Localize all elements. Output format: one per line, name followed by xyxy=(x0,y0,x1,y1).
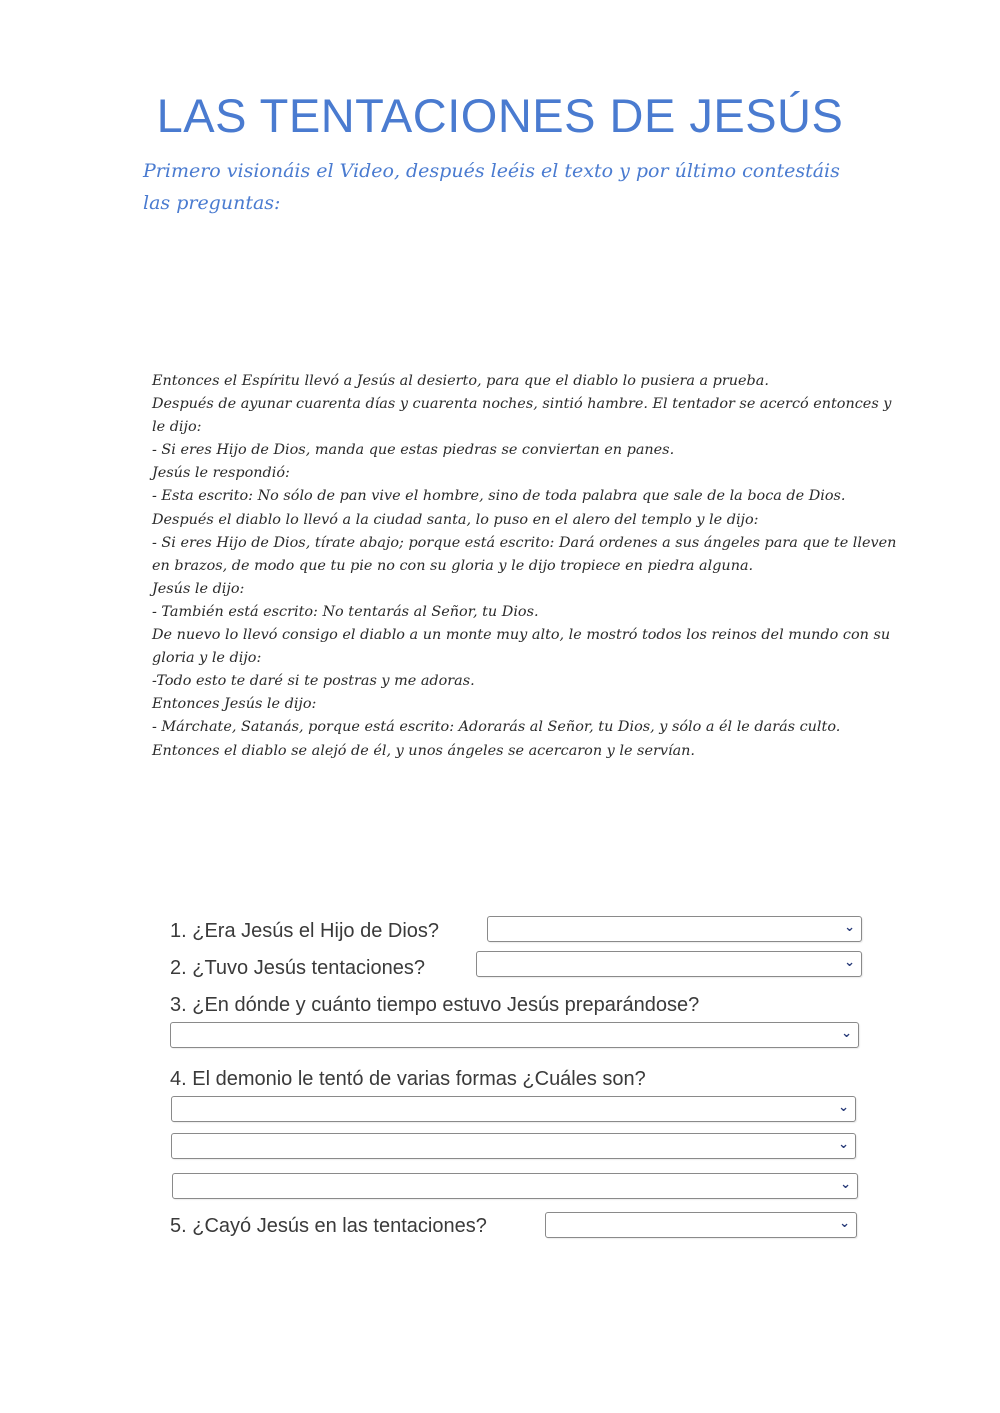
passage-line: - Si eres Hijo de Dios, manda que estas piedras se conviertan en panes. xyxy=(152,442,675,459)
reading-passage xyxy=(152,370,900,763)
passage-line: Entonces Jesús le dijo: xyxy=(152,696,317,713)
passage-line: - Márchate, Satanás, porque está escrito: Adorarás al Señor, tu Dios, y sólo a él le darás culto. xyxy=(152,719,841,736)
passage-line: Jesús le respondió: xyxy=(152,465,290,482)
page-title: LAS TENTACIONES DE JESÚS xyxy=(156,89,844,142)
answer-4c-dropdown[interactable] xyxy=(172,1173,858,1199)
passage-line: Entonces el diablo se alejó de él, y unos ángeles se acercaron y le servían. xyxy=(152,742,695,759)
chevron-down-icon: ⌄ xyxy=(840,1177,851,1192)
chevron-down-icon: ⌄ xyxy=(839,1216,850,1231)
instructions: Primero visionáis el Video, después leéis el texto y por último contestáis las preguntas: xyxy=(143,160,840,214)
answer-4b-dropdown[interactable] xyxy=(171,1133,856,1159)
passage-line: Jesús le dijo: xyxy=(152,580,245,597)
answer-5-dropdown[interactable] xyxy=(545,1212,857,1238)
chevron-down-icon: ⌄ xyxy=(838,1137,849,1152)
question-1: 1. ¿Era Jesús el Hijo de Dios? xyxy=(170,920,440,942)
question-3: 3. ¿En dónde y cuánto tiempo estuvo Jesús preparándose? xyxy=(170,994,700,1016)
answer-1-dropdown[interactable] xyxy=(487,916,862,942)
question-2: 2. ¿Tuvo Jesús tentaciones? xyxy=(170,957,425,979)
question-4: 4. El demonio le tentó de varias formas ¿Cuáles son? xyxy=(170,1068,646,1090)
passage-line: De nuevo lo llevó consigo el diablo a un monte muy alto, le mostró todos los reinos del mundo con su gloria y le dijo: xyxy=(152,627,891,667)
passage-line: - También está escrito: No tentarás al Señor, tu Dios. xyxy=(152,603,539,620)
chevron-down-icon: ⌄ xyxy=(838,1100,849,1115)
chevron-down-icon: ⌄ xyxy=(841,1026,852,1041)
question-5: 5. ¿Cayó Jesús en las tentaciones? xyxy=(170,1215,487,1237)
passage-line: Después el diablo lo llevó a la ciudad santa, lo puso en el alero del templo y le dijo: xyxy=(152,511,759,528)
passage-line: Entonces el Espíritu llevó a Jesús al desierto, para que el diablo lo pusiera a prueba. xyxy=(152,373,769,389)
answer-3-dropdown[interactable] xyxy=(170,1022,859,1048)
passage-line: Después de ayunar cuarenta días y cuarenta noches, sintió hambre. El tentador se acercó entonces y le dijo: xyxy=(152,396,892,436)
passage-line: - Si eres Hijo de Dios, tírate abajo; porque está escrito: Dará ordenes a sus ángeles para que te lleven en brazos, de modo que tu pie no con su gloria y le dijo tropiece en piedra alguna. xyxy=(152,534,897,574)
answer-4a-dropdown[interactable] xyxy=(171,1096,856,1122)
passage-line: - Esta escrito: No sólo de pan vive el hombre, sino de toda palabra que sale de la boca de Dios. xyxy=(152,488,846,505)
chevron-down-icon: ⌄ xyxy=(844,955,855,970)
chevron-down-icon: ⌄ xyxy=(844,920,855,935)
answer-2-dropdown[interactable] xyxy=(476,951,862,977)
passage-line: -Todo esto te daré si te postras y me adoras. xyxy=(152,673,475,690)
